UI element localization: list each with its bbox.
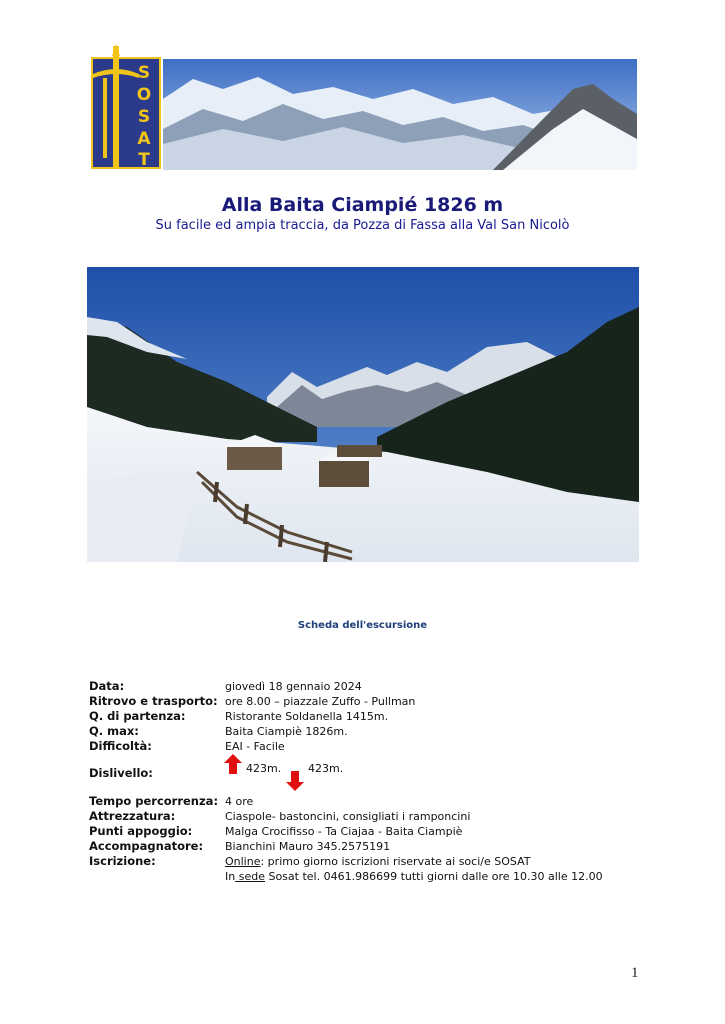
label-duration: Tempo percorrenza: bbox=[89, 794, 219, 808]
mountain-banner-image bbox=[163, 59, 637, 170]
sosat-logo bbox=[89, 44, 161, 170]
value-max-altitude: Baita Ciampiè 1826m. bbox=[225, 725, 348, 738]
value-elevation-down: 423m. bbox=[308, 762, 344, 775]
page-number: 1 bbox=[631, 965, 639, 981]
online-link[interactable]: Online bbox=[225, 855, 261, 868]
page-title: Alla Baita Ciampié 1826 m bbox=[221, 194, 504, 216]
valley-photo bbox=[87, 267, 639, 562]
label-date: Data: bbox=[89, 679, 125, 693]
sede-link[interactable]: sede bbox=[235, 870, 265, 883]
in-prefix: In bbox=[225, 870, 236, 883]
arrow-up-icon bbox=[224, 754, 242, 778]
label-start-altitude: Q. di partenza: bbox=[89, 709, 186, 723]
label-difficulty: Difficoltà: bbox=[89, 739, 152, 753]
page-subtitle: Su facile ed ampia traccia, da Pozza di Fassa alla Val San Nicolò bbox=[155, 218, 570, 233]
svg-text:S: S bbox=[137, 107, 151, 127]
label-support-points: Punti appoggio: bbox=[89, 824, 193, 838]
value-duration: 4 ore bbox=[225, 795, 254, 808]
label-equipment: Attrezzatura: bbox=[89, 809, 176, 823]
label-max-altitude: Q. max: bbox=[89, 724, 139, 738]
value-difficulty: EAI - Facile bbox=[225, 740, 285, 753]
registration-extra-line bbox=[225, 870, 603, 883]
svg-text:A: A bbox=[137, 129, 151, 149]
svg-text:T: T bbox=[138, 150, 150, 170]
svg-text:S: S bbox=[137, 63, 151, 83]
registration-text: : primo giorno iscrizioni riservate ai soci/e SOSAT bbox=[260, 855, 531, 868]
label-elevation: Dislivello: bbox=[89, 766, 153, 780]
value-guide: Bianchini Mauro 345.2575191 bbox=[225, 840, 391, 853]
value-elevation-up: 423m. bbox=[246, 762, 282, 775]
label-meeting: Ritrovo e trasporto: bbox=[89, 694, 218, 708]
sheet-heading: Scheda dell'escursione bbox=[297, 620, 428, 631]
value-date: giovedì 18 gennaio 2024 bbox=[225, 680, 362, 693]
value-support-points: Malga Crocifisso - Ta Ciajaa - Baita Ciampiè bbox=[225, 825, 463, 838]
arrow-down-icon bbox=[286, 771, 304, 795]
svg-text:O: O bbox=[136, 85, 152, 105]
value-meeting: ore 8.00 – piazzale Zuffo - Pullman bbox=[225, 695, 416, 708]
value-start-altitude: Ristorante Soldanella 1415m. bbox=[225, 710, 389, 723]
sede-text: Sosat tel. 0461.986699 tutti giorni dalle ore 10.30 alle 12.00 bbox=[264, 870, 603, 883]
value-equipment: Ciaspole- bastoncini, consigliati i ramponcini bbox=[225, 810, 471, 823]
label-registration: Iscrizione: bbox=[89, 854, 156, 868]
label-guide: Accompagnatore: bbox=[89, 839, 204, 853]
value-registration bbox=[225, 855, 530, 868]
